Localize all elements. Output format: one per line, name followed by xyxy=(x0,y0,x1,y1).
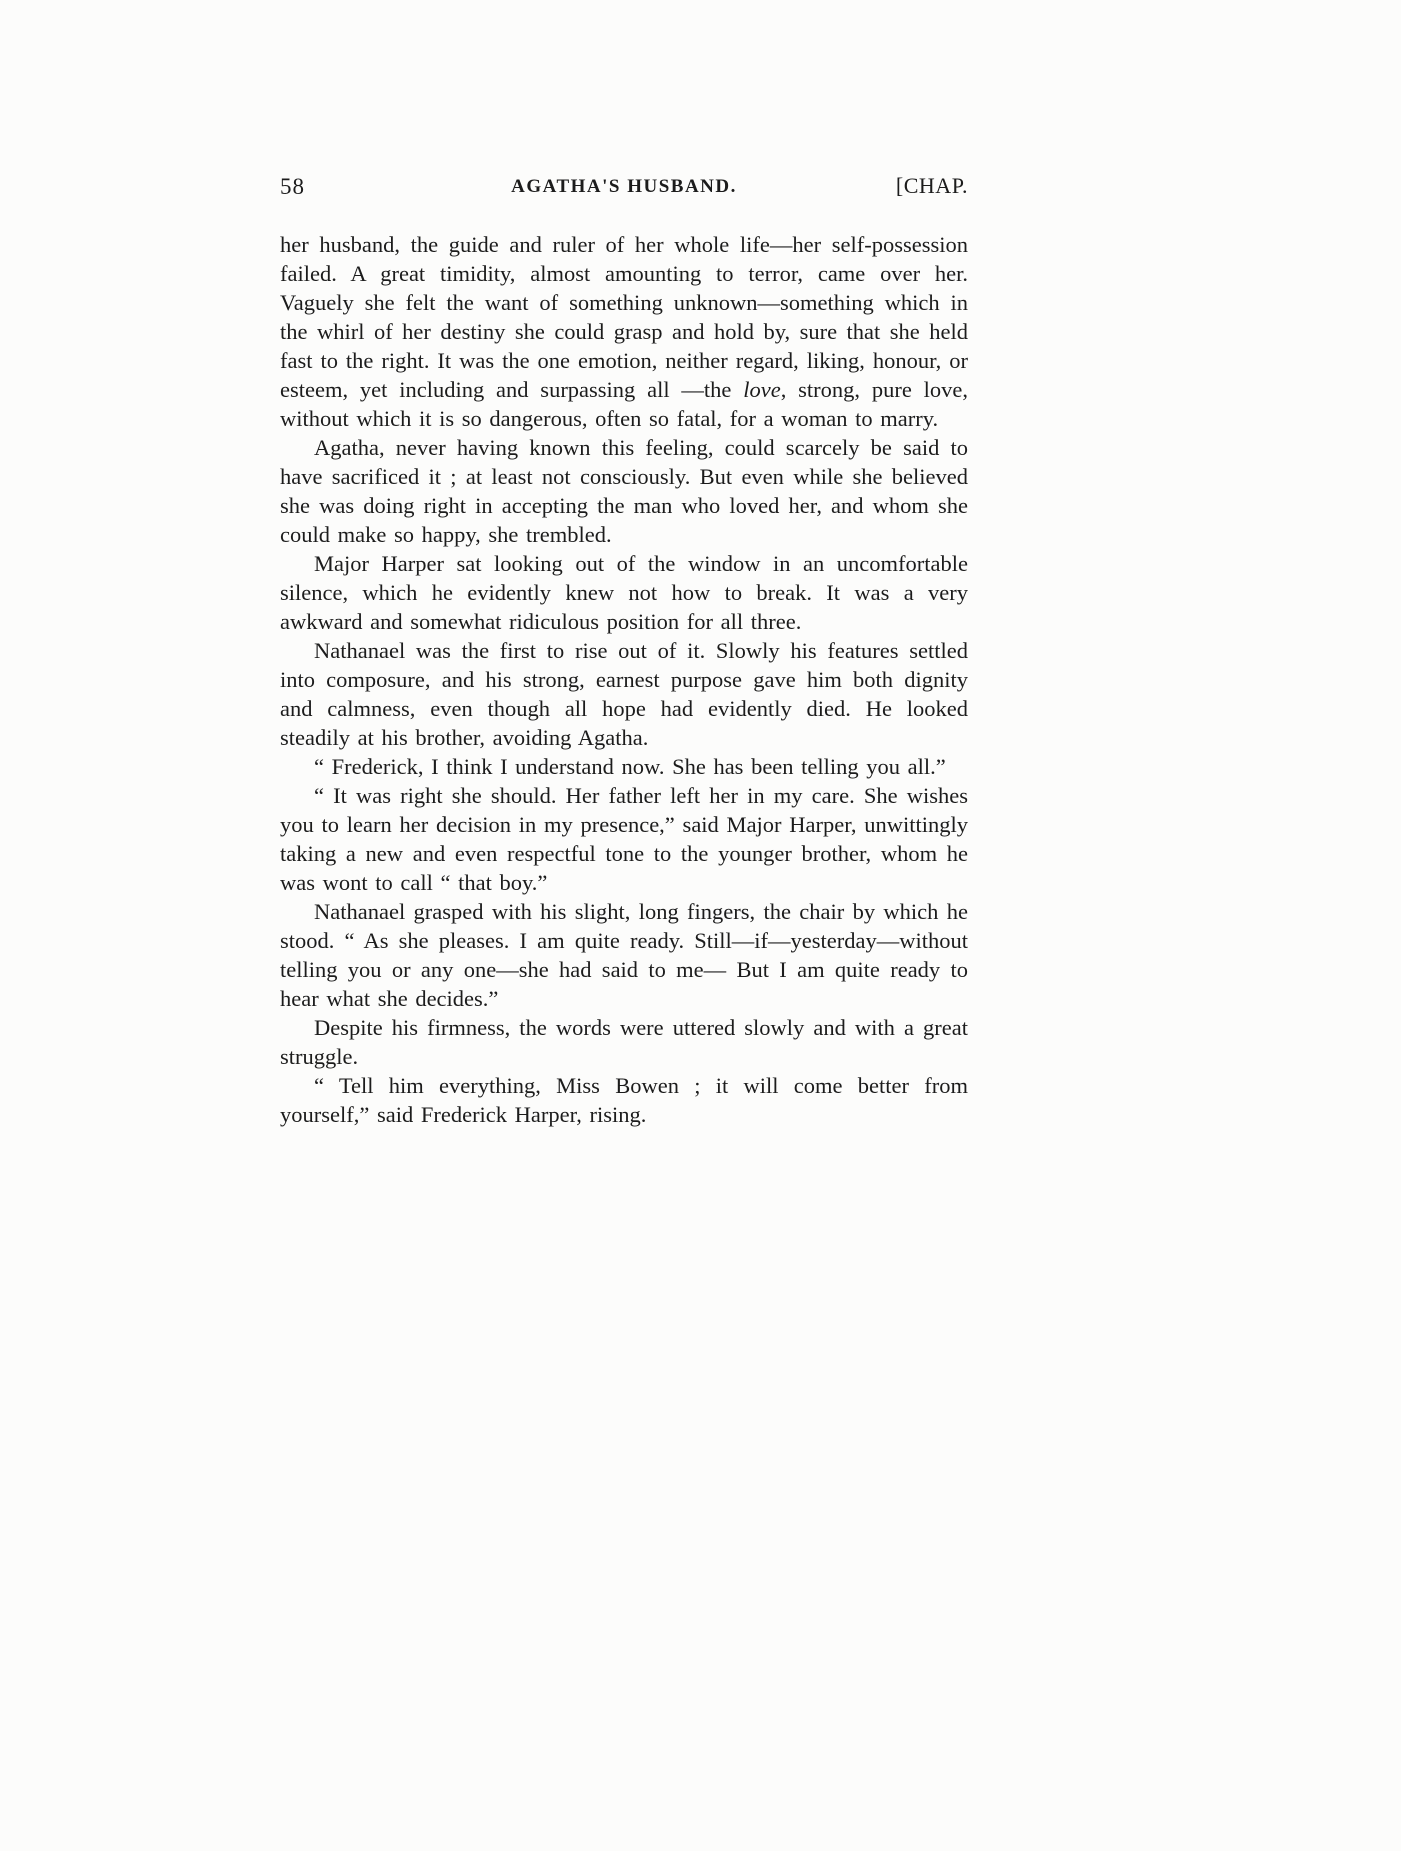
paragraph: Agatha, never having known this feeling, could scarcely be said to have sacrificed it ; at least not consciously. But even while she believed she was doing right in accepting the man who loved her, and whom she could make so happy, she trembled. xyxy=(280,435,968,547)
italic-word: love xyxy=(743,377,781,402)
paragraph: Major Harper sat looking out of the window in an uncomfortable silence, which he evidently knew not how to break. It was a very awkward and somewhat ridiculous position for all three. xyxy=(280,551,968,634)
paragraph: “ Tell him everything, Miss Bowen ; it will come better from yourself,” said Frederick Harper, rising. xyxy=(280,1073,968,1127)
paragraph: Nathanael grasped with his slight, long fingers, the chair by which he stood. “ As she pleases. I am quite ready. Still—if—yesterday—without telling you or any one—she had said to me— But I am quite ready to hear what she decides.” xyxy=(280,899,968,1011)
paragraph: Nathanael was the first to rise out of it. Slowly his features settled into composure, and his strong, earnest purpose gave him both dignity and calmness, even though all hope had evidently died. He looked steadily at his brother, avoiding Agatha. xyxy=(280,638,968,750)
paragraph-text: her husband, the guide and ruler of her whole life—her self-possession failed. A great timidity, almost amounting to terror, came over her. Vaguely she felt the want of something unknown—something which in the whirl of her destiny she could grasp and hold by, sure that she held fast to the right. It was the one emotion, neither regard, liking, honour, or esteem, yet including and surpassing all —the xyxy=(280,232,968,402)
chapter-marker: [CHAP. xyxy=(895,173,968,198)
paragraph xyxy=(280,230,968,433)
body-text xyxy=(280,230,968,1129)
running-title: AGATHA'S HUSBAND. xyxy=(511,176,737,197)
page-number: 58 xyxy=(280,174,305,199)
paragraph: Despite his firmness, the words were uttered slowly and with a great struggle. xyxy=(280,1015,968,1069)
page-header xyxy=(280,172,968,206)
paragraph: “ It was right she should. Her father left her in my care. She wishes you to learn her decision in my presence,” said Major Harper, unwittingly taking a new and even respectful tone to the younger brother, whom he was wont to call “ that boy.” xyxy=(280,783,968,895)
paragraph: “ Frederick, I think I understand now. She has been telling you all.” xyxy=(314,754,946,779)
paragraph-text: , strong, pure love, without which it is so dangerous, often so fatal, for a woman to marry. xyxy=(280,377,968,431)
text-block xyxy=(280,172,968,1129)
